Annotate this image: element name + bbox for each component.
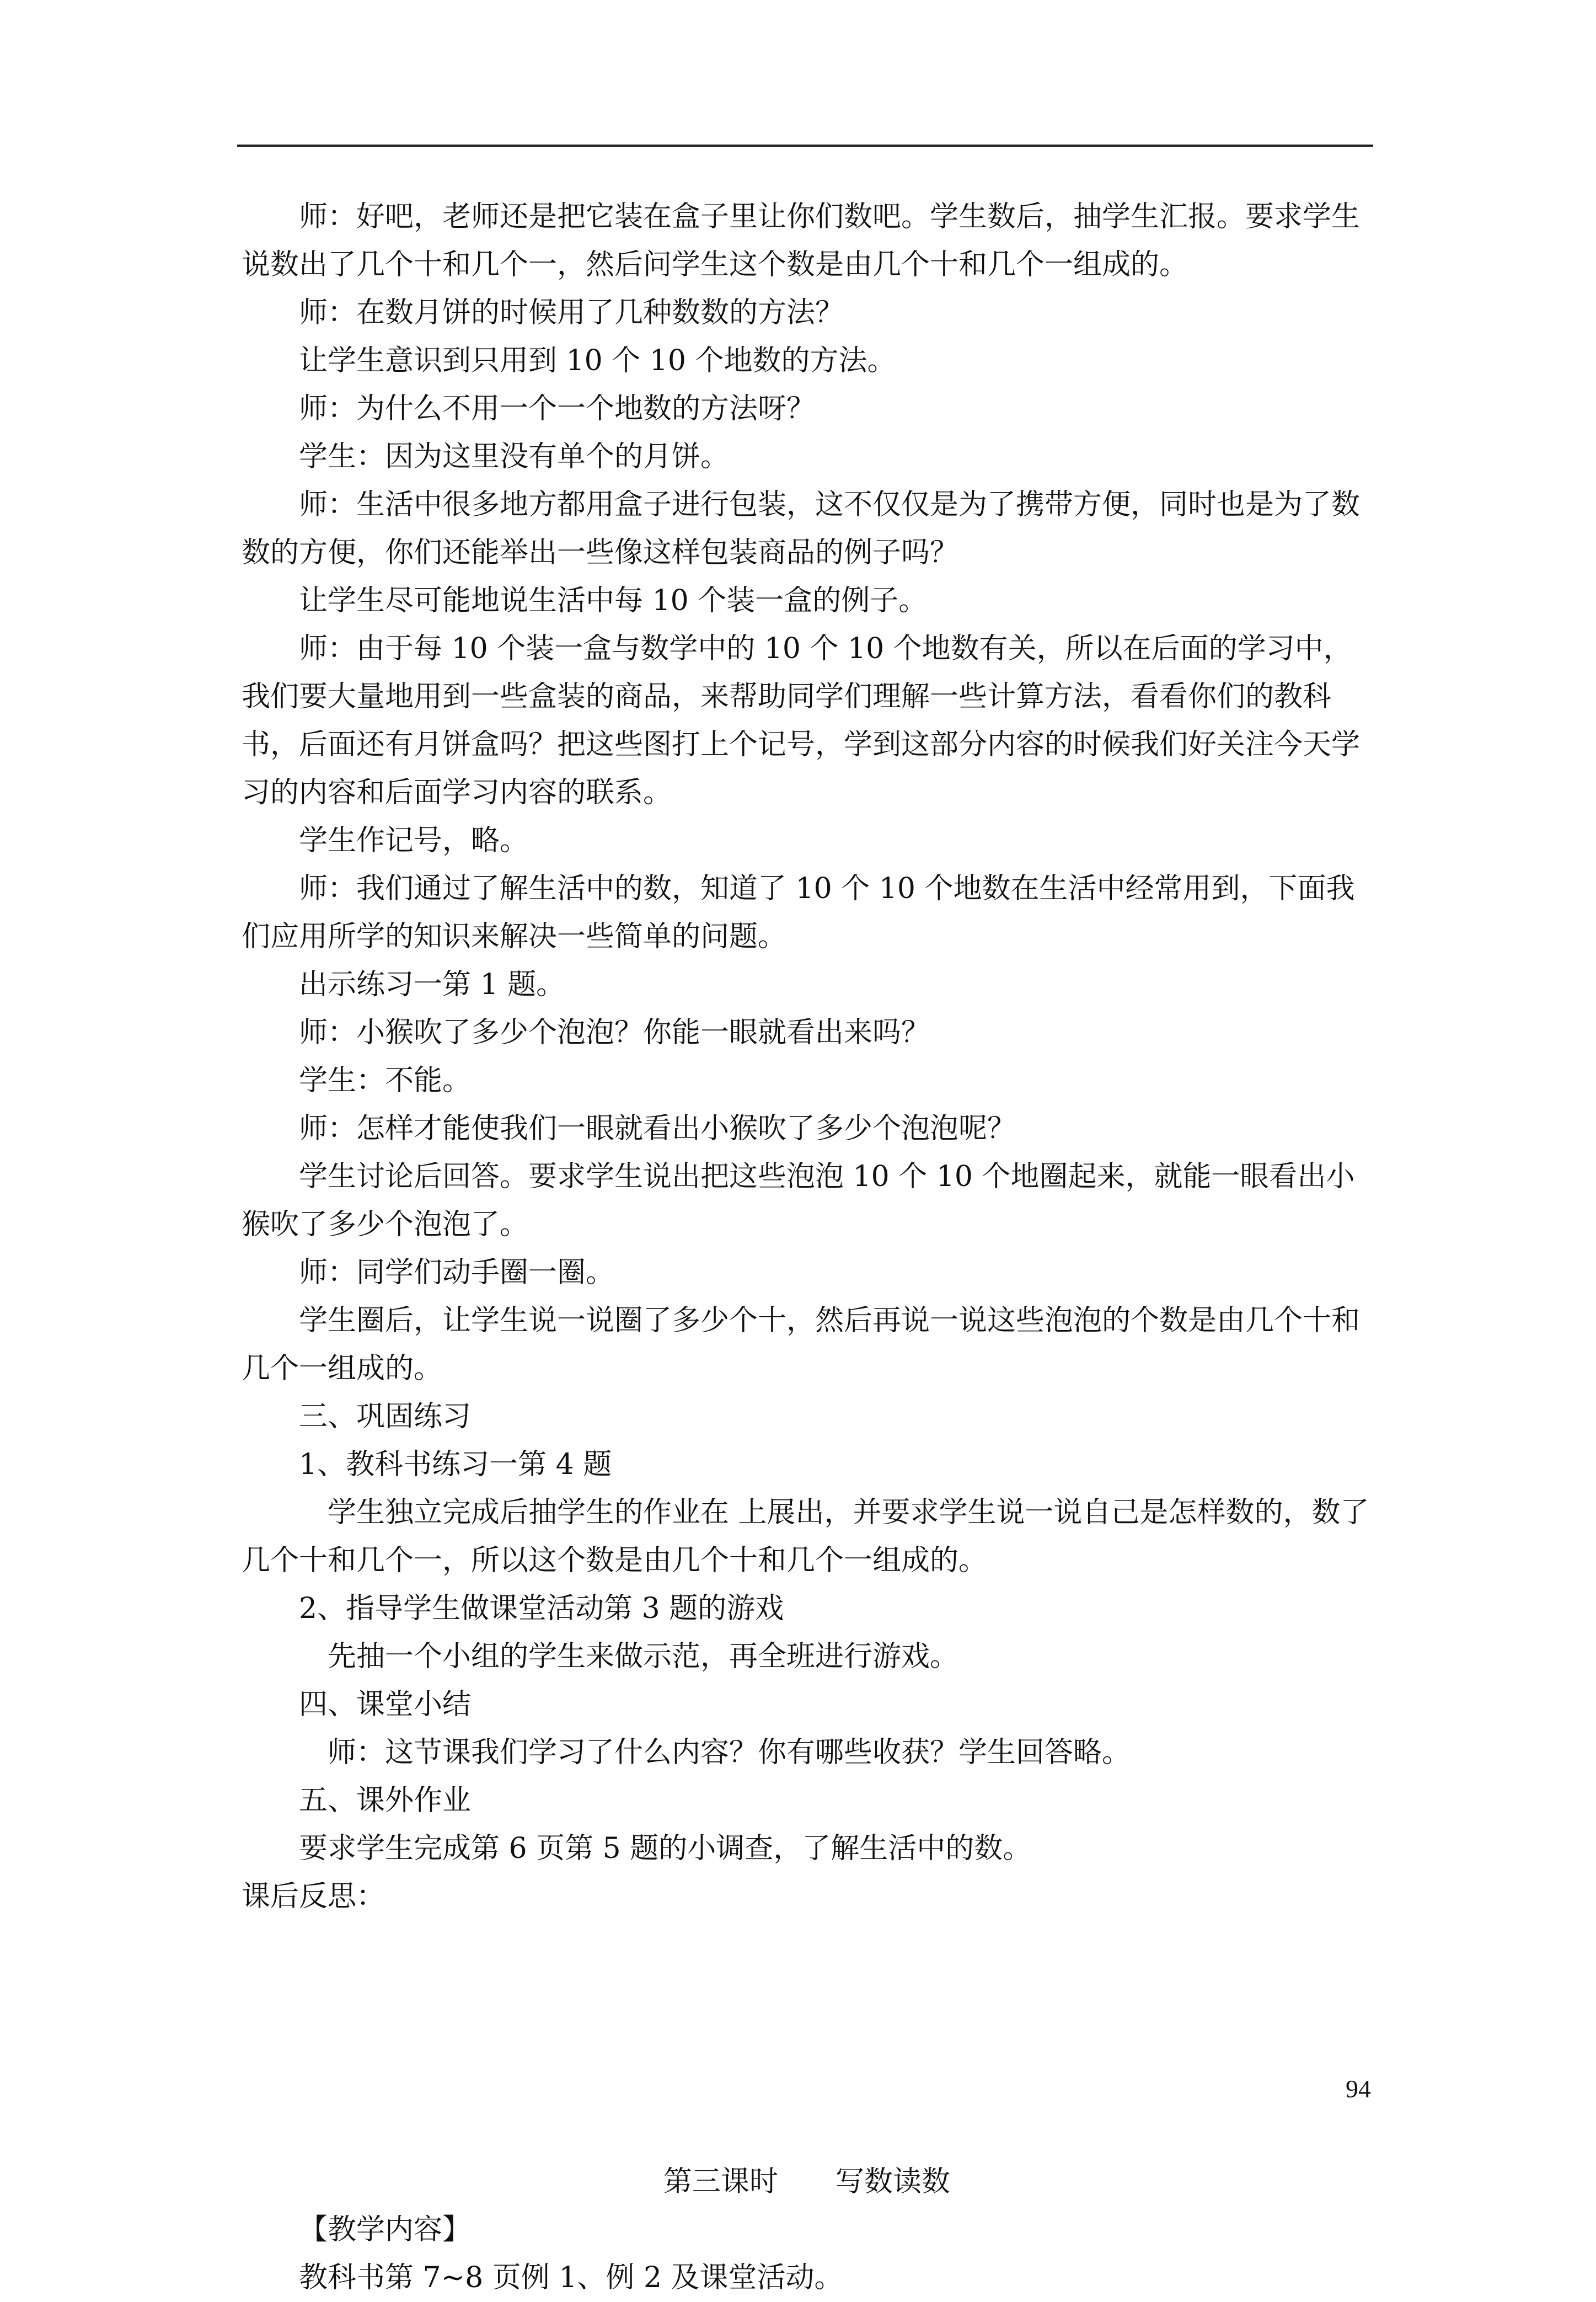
body-text: [242, 193, 1372, 2302]
paragraph: 师：怎样才能使我们一眼就看出小猴吹了多少个泡泡呢？: [299, 1112, 1016, 1145]
paragraph: 学生作记号，略。: [299, 824, 529, 857]
paragraph: 学生讨论后回答。要求学生说出把这些泡泡 10 个 10 个地圈起来，就能一眼看出小猴吹了多少个泡泡了。: [242, 1160, 1355, 1241]
paragraph: 让学生尽可能地说生活中每 10 个装一盒的例子。: [299, 584, 928, 617]
paragraph: 要求学生完成第 6 页第 5 题的小调查，了解生活中的数。: [299, 1832, 1032, 1865]
page-number: 94: [1346, 2075, 1371, 2103]
header-rule: [237, 145, 1373, 147]
paragraph: 师：我们通过了解生活中的数，知道了 10 个 10 个地数在生活中经常用到，下面我们应用所学的知识来解决一些简单的问题。: [242, 872, 1355, 953]
blank-space: [242, 1921, 1372, 2158]
lesson-heading: 第三课时 写数读数: [663, 2165, 950, 2198]
paragraph: 学生：不能。: [299, 1064, 472, 1097]
paragraph: 学生圈后，让学生说一说圈了多少个十，然后再说一说这些泡泡的个数是由几个十和几个一组成的。: [242, 1304, 1361, 1385]
paragraph: 师：这节课我们学习了什么内容？你有哪些收获？学生回答略。: [328, 1736, 1131, 1769]
paragraph: 师：在数月饼的时候用了几种数数的方法？: [299, 296, 844, 329]
lesson-content: 教科书第 7~8 页例 1、例 2 及课堂活动。: [299, 2261, 843, 2294]
paragraph: 师：为什么不用一个一个地数的方法呀？: [299, 392, 816, 425]
paragraph: 师：小猴吹了多少个泡泡？你能一眼就看出来吗？: [299, 1016, 930, 1049]
paragraph: 让学生意识到只用到 10 个 10 个地数的方法。: [299, 344, 896, 377]
paragraph: 师：生活中很多地方都用盒子进行包装，这不仅仅是为了携带方便，同时也是为了数数的方便，你们还能举出一些像这样包装商品的例子吗？: [242, 488, 1361, 569]
paragraph: 出示练习一第 1 题。: [299, 968, 565, 1001]
section-heading: 四、课堂小结: [299, 1688, 472, 1721]
list-item: 2、指导学生做课堂活动第 3 题的游戏: [299, 1592, 784, 1625]
reflection-label: 课后反思：: [242, 1880, 385, 1913]
paragraph: 师：好吧，老师还是把它装在盒子里让你们数吧。学生数后，抽学生汇报。要求学生说数出了几个十和几个一，然后问学生这个数是由几个十和几个一组成的。: [242, 200, 1361, 281]
paragraph: 学生独立完成后抽学生的作业在 上展出，并要求学生说一说自己是怎样数的，数了几个十和几个一，所以这个数是由几个十和几个一组成的。: [242, 1496, 1369, 1577]
section-heading: 三、巩固练习: [299, 1400, 472, 1433]
paragraph: 学生：因为这里没有单个的月饼。: [299, 440, 730, 473]
section-label: 【教学内容】: [299, 2213, 472, 2246]
section-heading: 五、课外作业: [299, 1784, 472, 1817]
paragraph: 师：同学们动手圈一圈。: [299, 1256, 615, 1289]
paragraph: 师：由于每 10 个装一盒与数学中的 10 个 10 个地数有关，所以在后面的学习中，我们要大量地用到一些盒装的商品，来帮助同学们理解一些计算方法，看看你们的教科书，后面还有月饼盒吗？把这些图打上个记号，学到这部分内容的时候我们好关注今天学习的内容和后面学习内容的联系。: [242, 632, 1361, 809]
list-item: 1、教科书练习一第 4 题: [299, 1448, 612, 1481]
paragraph: 先抽一个小组的学生来做示范，再全班进行游戏。: [328, 1640, 959, 1673]
